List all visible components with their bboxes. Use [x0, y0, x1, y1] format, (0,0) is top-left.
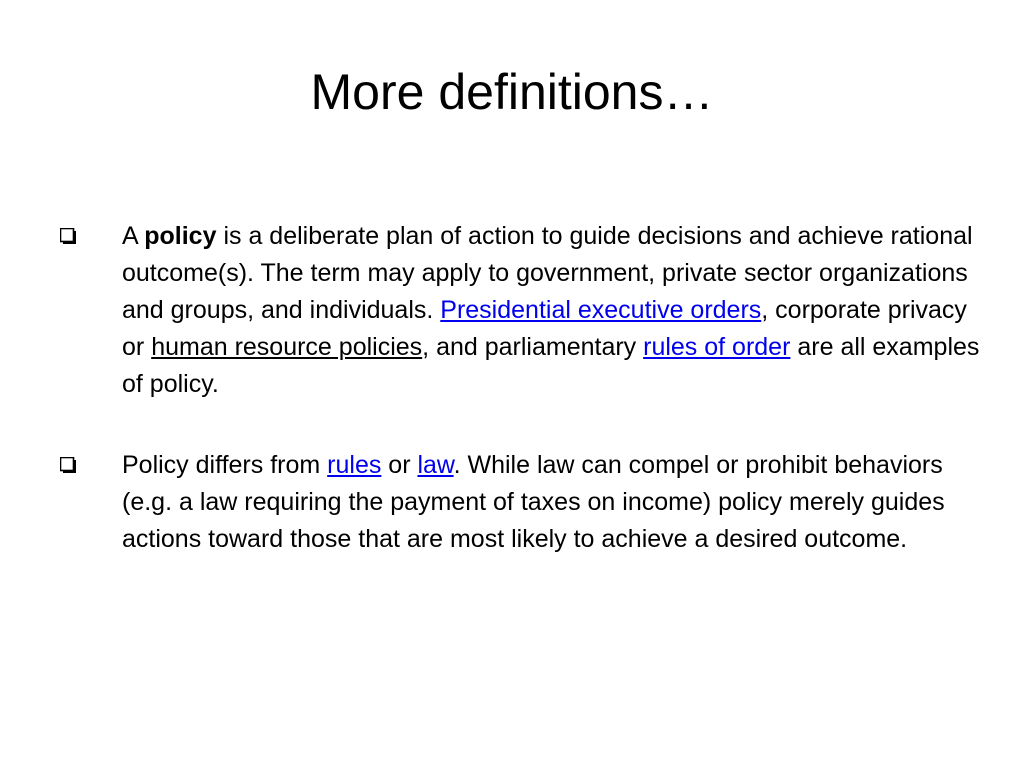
bullet-item-policy-vs-law	[60, 447, 990, 558]
link-rules-of-order[interactable]: rules of order	[643, 333, 791, 361]
bullet-text-policy-vs-law	[122, 451, 945, 553]
term-policy: policy	[144, 222, 217, 250]
text-run: or	[381, 451, 418, 479]
link-presidential-executive-orders[interactable]: Presidential executive orders	[440, 296, 762, 324]
text-run: are all examples of policy.	[122, 333, 980, 398]
bullet-text-policy	[122, 222, 979, 398]
text-run: is a deliberate plan of action to guide decisions and achieve rational outcome(s). The term may apply to government, private sector organizations and groups, and individuals.	[122, 222, 973, 324]
slide-title: More definitions…	[310, 64, 714, 120]
text-run: , corporate privacy or	[122, 296, 967, 361]
underlined-human-resource-policies: human resource policies	[151, 333, 423, 361]
bullet-item-policy	[60, 218, 990, 403]
text-run: , and parliamentary	[422, 333, 644, 361]
text-run: A	[122, 222, 145, 250]
link-law[interactable]: law	[417, 451, 454, 479]
bullet-list	[60, 218, 990, 602]
checkbox-icon	[60, 228, 76, 244]
checkbox-icon	[60, 457, 76, 473]
text-run: Policy differs from	[122, 451, 328, 479]
link-rules[interactable]: rules	[327, 451, 382, 479]
text-run: . While law can compel or prohibit behaviors (e.g. a law requiring the payment of taxes on income) policy merely guides actions toward those that are most likely to achieve a desired outcome.	[122, 451, 945, 553]
